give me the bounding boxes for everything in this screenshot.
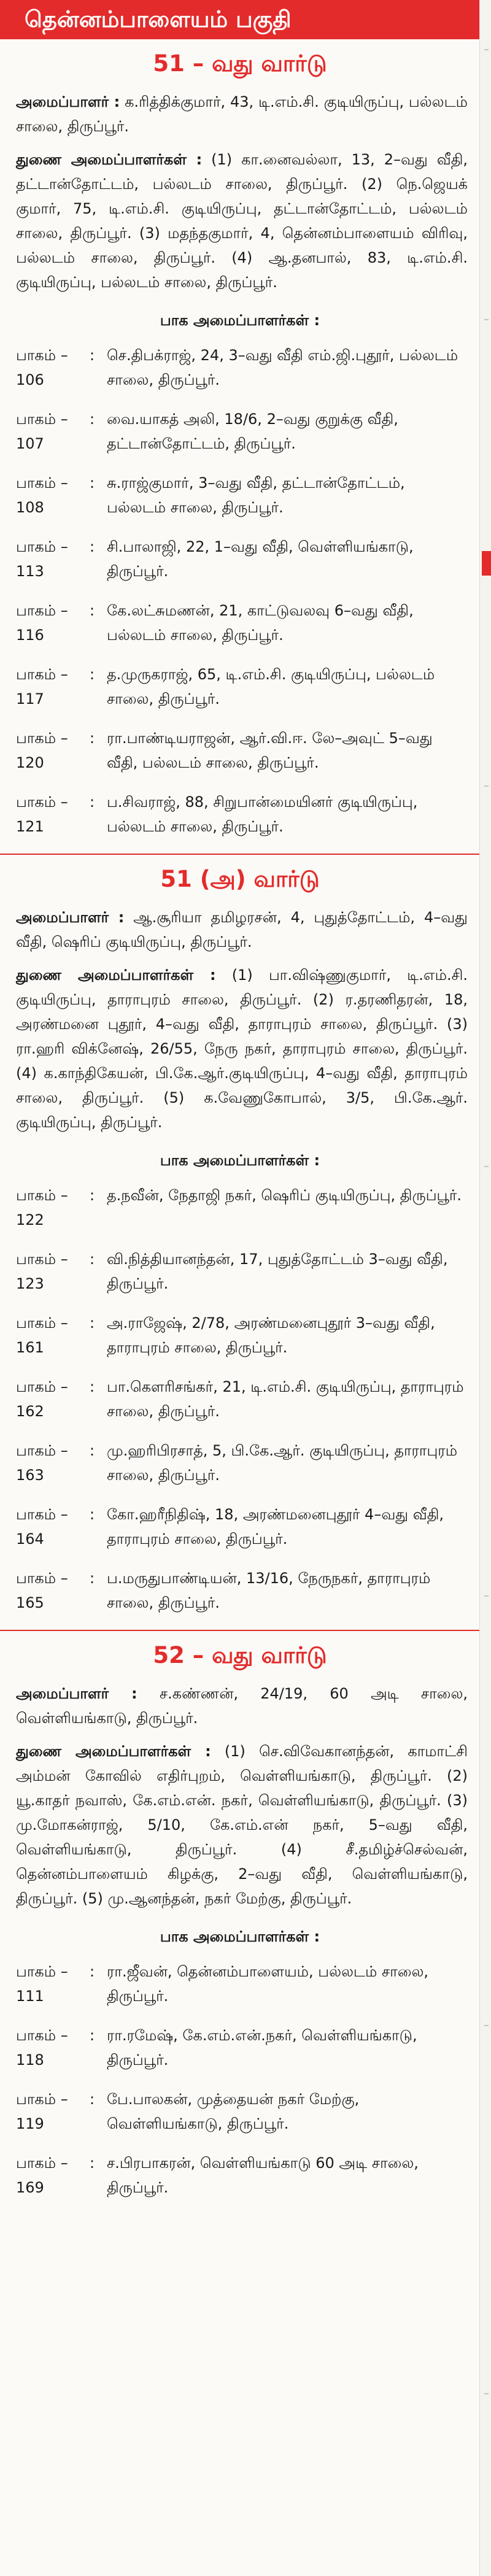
booth-label: பாகம் – 123: [16, 1251, 68, 1292]
booth-row: பாகம் – 122 : த.நவீன், நேதாஜி நகர், ஷெரிப் குடியிருப்பு, திருப்பூர்.: [0, 1183, 480, 1232]
booth-row: பாகம் – 118 : ரா.ரமேஷ், கே.எம்.என்.நகர், வெள்ளியங்காடு, திருப்பூர்.: [0, 2023, 480, 2072]
booth-row: பாகம் – 164 : கோ.ஹரீநிதிஷ், 18, அரண்மனைபுதூர் 4–வது வீதி, தாராபுரம் சாலை, திருப்பூர்.: [0, 1502, 480, 1551]
booth-text: பே.பாலகன், முத்தையன் நகர் மேற்கு, வெள்ளியங்காடு, திருப்பூர்.: [107, 2091, 360, 2132]
booth-row: பாகம் – 162 : பா.கௌரிசங்கர், 21, டி.எம்.சி. குடியிருப்பு, தாராபுரம் சாலை, திருப்பூர்.: [0, 1375, 480, 1424]
booth-text: சு.ராஜ்குமார், 3–வது வீதி, தட்டான்தோட்டம், பல்லடம் சாலை, திருப்பூர்.: [107, 474, 405, 516]
deputy-paragraph: [0, 1739, 480, 1911]
booth-text: வி.நித்தியானந்தன், 17, புதுத்தோட்டம் 3–வது வீதி, திருப்பூர்.: [107, 1251, 448, 1292]
booth-row: பாகம் – 161 : அ.ராஜேஷ், 2/78, அரண்மனைபுதூர் 3–வது வீதி, தாராபுரம் சாலை, திருப்பூர்.: [0, 1311, 480, 1360]
booth-label: பாகம் – 165: [16, 1570, 68, 1611]
booth-heading: பாக அமைப்பாளர்கள் :: [160, 1152, 320, 1169]
booth-label: பாகம் – 161: [16, 1314, 68, 1356]
booth-text: ரா.பாண்டியராஜன், ஆர்.வி.ஈ. லே–அவுட் 5–வது வீதி, பல்லடம் சாலை, திருப்பூர்.: [107, 730, 433, 771]
deputy-text: (1) கா.னைவல்லா, 13, 2–வது வீதி, தட்டான்தோட்டம், பல்லடம் சாலை, திருப்பூர். (2) நெ.ஜெயக் குமார், 75, டி.எம்.சி. குடியிருப்பு, தட்டான்தோட்டம், பல்லடம் சாலை, திருப்பூர். (3) மதந்தகுமார், 4, தென்னம்பாளையம் விரிவு, பல்லடம் சாலை, திருப்பூர். (4) ஆ.தனபால், 83, டி.எம்.சி. குடியிருப்பு, பல்லடம் சாலை, திருப்பூர்.: [16, 151, 468, 291]
booth-text: ச.பிரபாகரன், வெள்ளியங்காடு 60 அடி சாலை, திருப்பூர்.: [107, 2154, 419, 2196]
booth-row: பாகம் – 123 : வி.நித்தியானந்தன், 17, புதுத்தோட்டம் 3–வது வீதி, திருப்பூர்.: [0, 1247, 480, 1296]
organizer-label: அமைப்பாளர் :: [16, 1685, 137, 1702]
organizer-text: ஆ.சூரியா தமிழரசன், 4, புதுத்தோட்டம், 4–வது வீதி, ஷெரிப் குடியிருப்பு, திருப்பூர்.: [16, 909, 468, 951]
booth-label: பாகம் – 106: [16, 347, 68, 388]
booth-heading: பாக அமைப்பாளர்கள் :: [160, 312, 320, 329]
booth-label: பாகம் – 116: [16, 602, 68, 644]
booth-text: சி.பாலாஜி, 22, 1–வது வீதி, வெள்ளியங்காடு, திருப்பூர்.: [107, 538, 414, 580]
booth-row: பாகம் – 116 : கே.லட்சுமணன், 21, காட்டுவலவு 6–வது வீதி, பல்லடம் சாலை, திருப்பூர்.: [0, 598, 480, 647]
booth-label: பாகம் – 120: [16, 730, 68, 771]
booth-text: ரா.ரமேஷ், கே.எம்.என்.நகர், வெள்ளியங்காடு, திருப்பூர்.: [107, 2027, 417, 2069]
organizer-paragraph: [0, 90, 480, 139]
booth-heading: பாக அமைப்பாளர்கள் :: [160, 1928, 320, 1945]
booth-label: பாகம் – 121: [16, 793, 68, 835]
booth-label: பாகம் – 107: [16, 411, 68, 452]
booth-label: பாகம் – 118: [16, 2027, 68, 2069]
booth-row: பாகம் – 169 : ச.பிரபாகரன், வெள்ளியங்காடு 60 அடி சாலை, திருப்பூர்.: [0, 2151, 480, 2200]
booth-text: த.முருகராஜ், 65, டி.எம்.சி. குடியிருப்பு, பல்லடம் சாலை, திருப்பூர்.: [107, 666, 435, 708]
organizer-label: அமைப்பாளர் :: [16, 93, 120, 110]
booth-label: பாகம் – 117: [16, 666, 68, 708]
booth-label: பாகம் – 111: [16, 1963, 68, 2005]
booth-label: பாகம் – 162: [16, 1378, 68, 1420]
booth-text: வை.யாகத் அலி, 18/6, 2–வது குறுக்கு வீதி, தட்டான்தோட்டம், திருப்பூர்.: [107, 411, 398, 452]
booth-text: மு.ஹரிபிரசாத், 5, பி.கே.ஆர். குடியிருப்பு, தாராபுரம் சாலை, திருப்பூர்.: [107, 1442, 458, 1484]
deputy-text: (1) செ.விவேகானந்தன், காமாட்சி அம்மன் கோவில் எதிர்புறம், வெள்ளியங்காடு, திருப்பூர். (2) யூ.காதர் நவாஸ், கே.எம்.என். நகர், வெள்ளியங்காடு, திருப்பூர். (3) மு.மோகன்ராஜ், 5/10, கே.எம்.என் நகர், 5–வது வீதி, வெள்ளியங்காடு, திருப்பூர். (4) சீ.தமிழ்ச்செல்வன், தென்னம்பாளையம் கிழக்கு, 2–வது வீதி, வெள்ளியங்காடு, திருப்பூர். (5) மு.ஆனந்தன், நகர் மேற்கு, திருப்பூர்.: [16, 1743, 468, 1907]
organizer-text: க.ரித்திக்குமார், 43, டி.எம்.சி. குடியிருப்பு, பல்லடம் சாலை, திருப்பூர்.: [16, 93, 468, 135]
ward-heading-52: 52 – வது வார்டு: [153, 1642, 327, 1668]
ward-heading-51a: 51 (அ) வார்டு: [160, 866, 320, 892]
booth-text: அ.ராஜேஷ், 2/78, அரண்மனைபுதூர் 3–வது வீதி, தாராபுரம் சாலை, திருப்பூர்.: [107, 1314, 435, 1356]
booth-row: பாகம் – 121 : ப.சிவராஜ், 88, சிறுபான்மையினர் குடியிருப்பு, பல்லடம் சாலை, திருப்பூர்.: [0, 790, 480, 839]
booth-text: கே.லட்சுமணன், 21, காட்டுவலவு 6–வது வீதி, பல்லடம் சாலை, திருப்பூர்.: [107, 602, 414, 644]
booth-label: பாகம் – 164: [16, 1506, 68, 1548]
organizer-text: ச.கண்ணன், 24/19, 60 அடி சாலை, வெள்ளியங்காடு, திருப்பூர்.: [16, 1685, 468, 1727]
booth-row: பாகம் – 120 : ரா.பாண்டியராஜன், ஆர்.வி.ஈ. லே–அவுட் 5–வது வீதி, பல்லடம் சாலை, திருப்பூர்.: [0, 726, 480, 775]
booth-row: பாகம் – 165 : ப.மருதுபாண்டியன், 13/16, நேருநகர், தாராபுரம் சாலை, திருப்பூர்.: [0, 1566, 480, 1615]
booth-label: பாகம் – 119: [16, 2091, 68, 2132]
ward-heading-51: 51 – வது வார்டு: [153, 50, 327, 77]
deputy-label: துணை அமைப்பாளர்கள் :: [16, 1743, 211, 1760]
adjacent-column-edge: [479, 0, 491, 2576]
booth-label: பாகம் – 113: [16, 538, 68, 580]
organizer-paragraph: [0, 1681, 480, 1730]
booth-row: பாகம் – 108 : சு.ராஜ்குமார், 3–வது வீதி, தட்டான்தோட்டம், பல்லடம் சாலை, திருப்பூர்.: [0, 471, 480, 520]
booth-row: பாகம் – 163 : மு.ஹரிபிரசாத், 5, பி.கே.ஆர். குடியிருப்பு, தாராபுரம் சாலை, திருப்பூர்.: [0, 1438, 480, 1487]
booth-text: ரா.ஜீவன், தென்னம்பாளையம், பல்லடம் சாலை, திருப்பூர்.: [107, 1963, 429, 2005]
deputy-paragraph: [0, 147, 480, 295]
booth-label: பாகம் – 163: [16, 1442, 68, 1484]
booth-row: பாகம் – 107 : வை.யாகத் அலி, 18/6, 2–வது குறுக்கு வீதி, தட்டான்தோட்டம், திருப்பூர்.: [0, 407, 480, 456]
booth-text: ப.சிவராஜ், 88, சிறுபான்மையினர் குடியிருப்பு, பல்லடம் சாலை, திருப்பூர்.: [107, 793, 418, 835]
booth-row: பாகம் – 117 : த.முருகராஜ், 65, டி.எம்.சி. குடியிருப்பு, பல்லடம் சாலை, திருப்பூர்.: [0, 662, 480, 711]
deputy-paragraph: [0, 963, 480, 1135]
booth-text: செ.திபக்ராஜ், 24, 3–வது வீதி எம்.ஜி.புதூர், பல்லடம் சாலை, திருப்பூர்.: [107, 347, 458, 388]
booth-text: ப.மருதுபாண்டியன், 13/16, நேருநகர், தாராபுரம் சாலை, திருப்பூர்.: [107, 1570, 431, 1611]
booth-label: பாகம் – 122: [16, 1187, 68, 1228]
booth-row: பாகம் – 113 : சி.பாலாஜி, 22, 1–வது வீதி, வெள்ளியங்காடு, திருப்பூர்.: [0, 534, 480, 584]
organizer-label: அமைப்பாளர் :: [16, 909, 125, 926]
booth-row: பாகம் – 111 : ரா.ஜீவன், தென்னம்பாளையம், பல்லடம் சாலை, திருப்பூர்.: [0, 1959, 480, 2008]
deputy-text: (1) பா.விஷ்ணுகுமார், டி.எம்.சி. குடியிருப்பு, தாராபுரம் சாலை, திருப்பூர். (2) ர.தரணிதரன், 18, அரண்மனை புதூர், 4–வது வீதி, தாராபுரம் சாலை, திருப்பூர். (3) ரா.ஹரி விக்னேஷ், 26/55, நேரு நகர், தாராபுரம் சாலை, திருப்பூர். (4) க.காந்திகேயன், பி.கே.ஆர்.குடியிருப்பு, 4–வது வீதி, தாராபுரம் சாலை, திருப்பூர். (5) க.வேணுகோபால், 3/5, பி.கே.ஆர். குடியிருப்பு, திருப்பூர்.: [16, 966, 468, 1131]
deputy-label: துணை அமைப்பாளர்கள் :: [16, 966, 216, 984]
booth-text: பா.கௌரிசங்கர், 21, டி.எம்.சி. குடியிருப்பு, தாராபுரம் சாலை, திருப்பூர்.: [107, 1378, 464, 1420]
deputy-label: துணை அமைப்பாளர்கள் :: [16, 151, 203, 168]
page-title: தென்னம்பாளையம் பகுதி: [0, 0, 480, 39]
booth-row: பாகம் – 119 : பே.பாலகன், முத்தையன் நகர் மேற்கு, வெள்ளியங்காடு, திருப்பூர்.: [0, 2087, 480, 2136]
booth-label: பாகம் – 108: [16, 474, 68, 516]
booth-row: பாகம் – 106 : செ.திபக்ராஜ், 24, 3–வது வீதி எம்.ஜி.புதூர், பல்லடம் சாலை, திருப்பூர்.: [0, 343, 480, 392]
booth-text: த.நவீன், நேதாஜி நகர், ஷெரிப் குடியிருப்பு, திருப்பூர்.: [107, 1187, 462, 1204]
organizer-paragraph: [0, 905, 480, 954]
booth-text: கோ.ஹரீநிதிஷ், 18, அரண்மனைபுதூர் 4–வது வீதி, தாராபுரம் சாலை, திருப்பூர்.: [107, 1506, 444, 1548]
red-marker: [482, 551, 491, 576]
booth-label: பாகம் – 169: [16, 2154, 68, 2196]
